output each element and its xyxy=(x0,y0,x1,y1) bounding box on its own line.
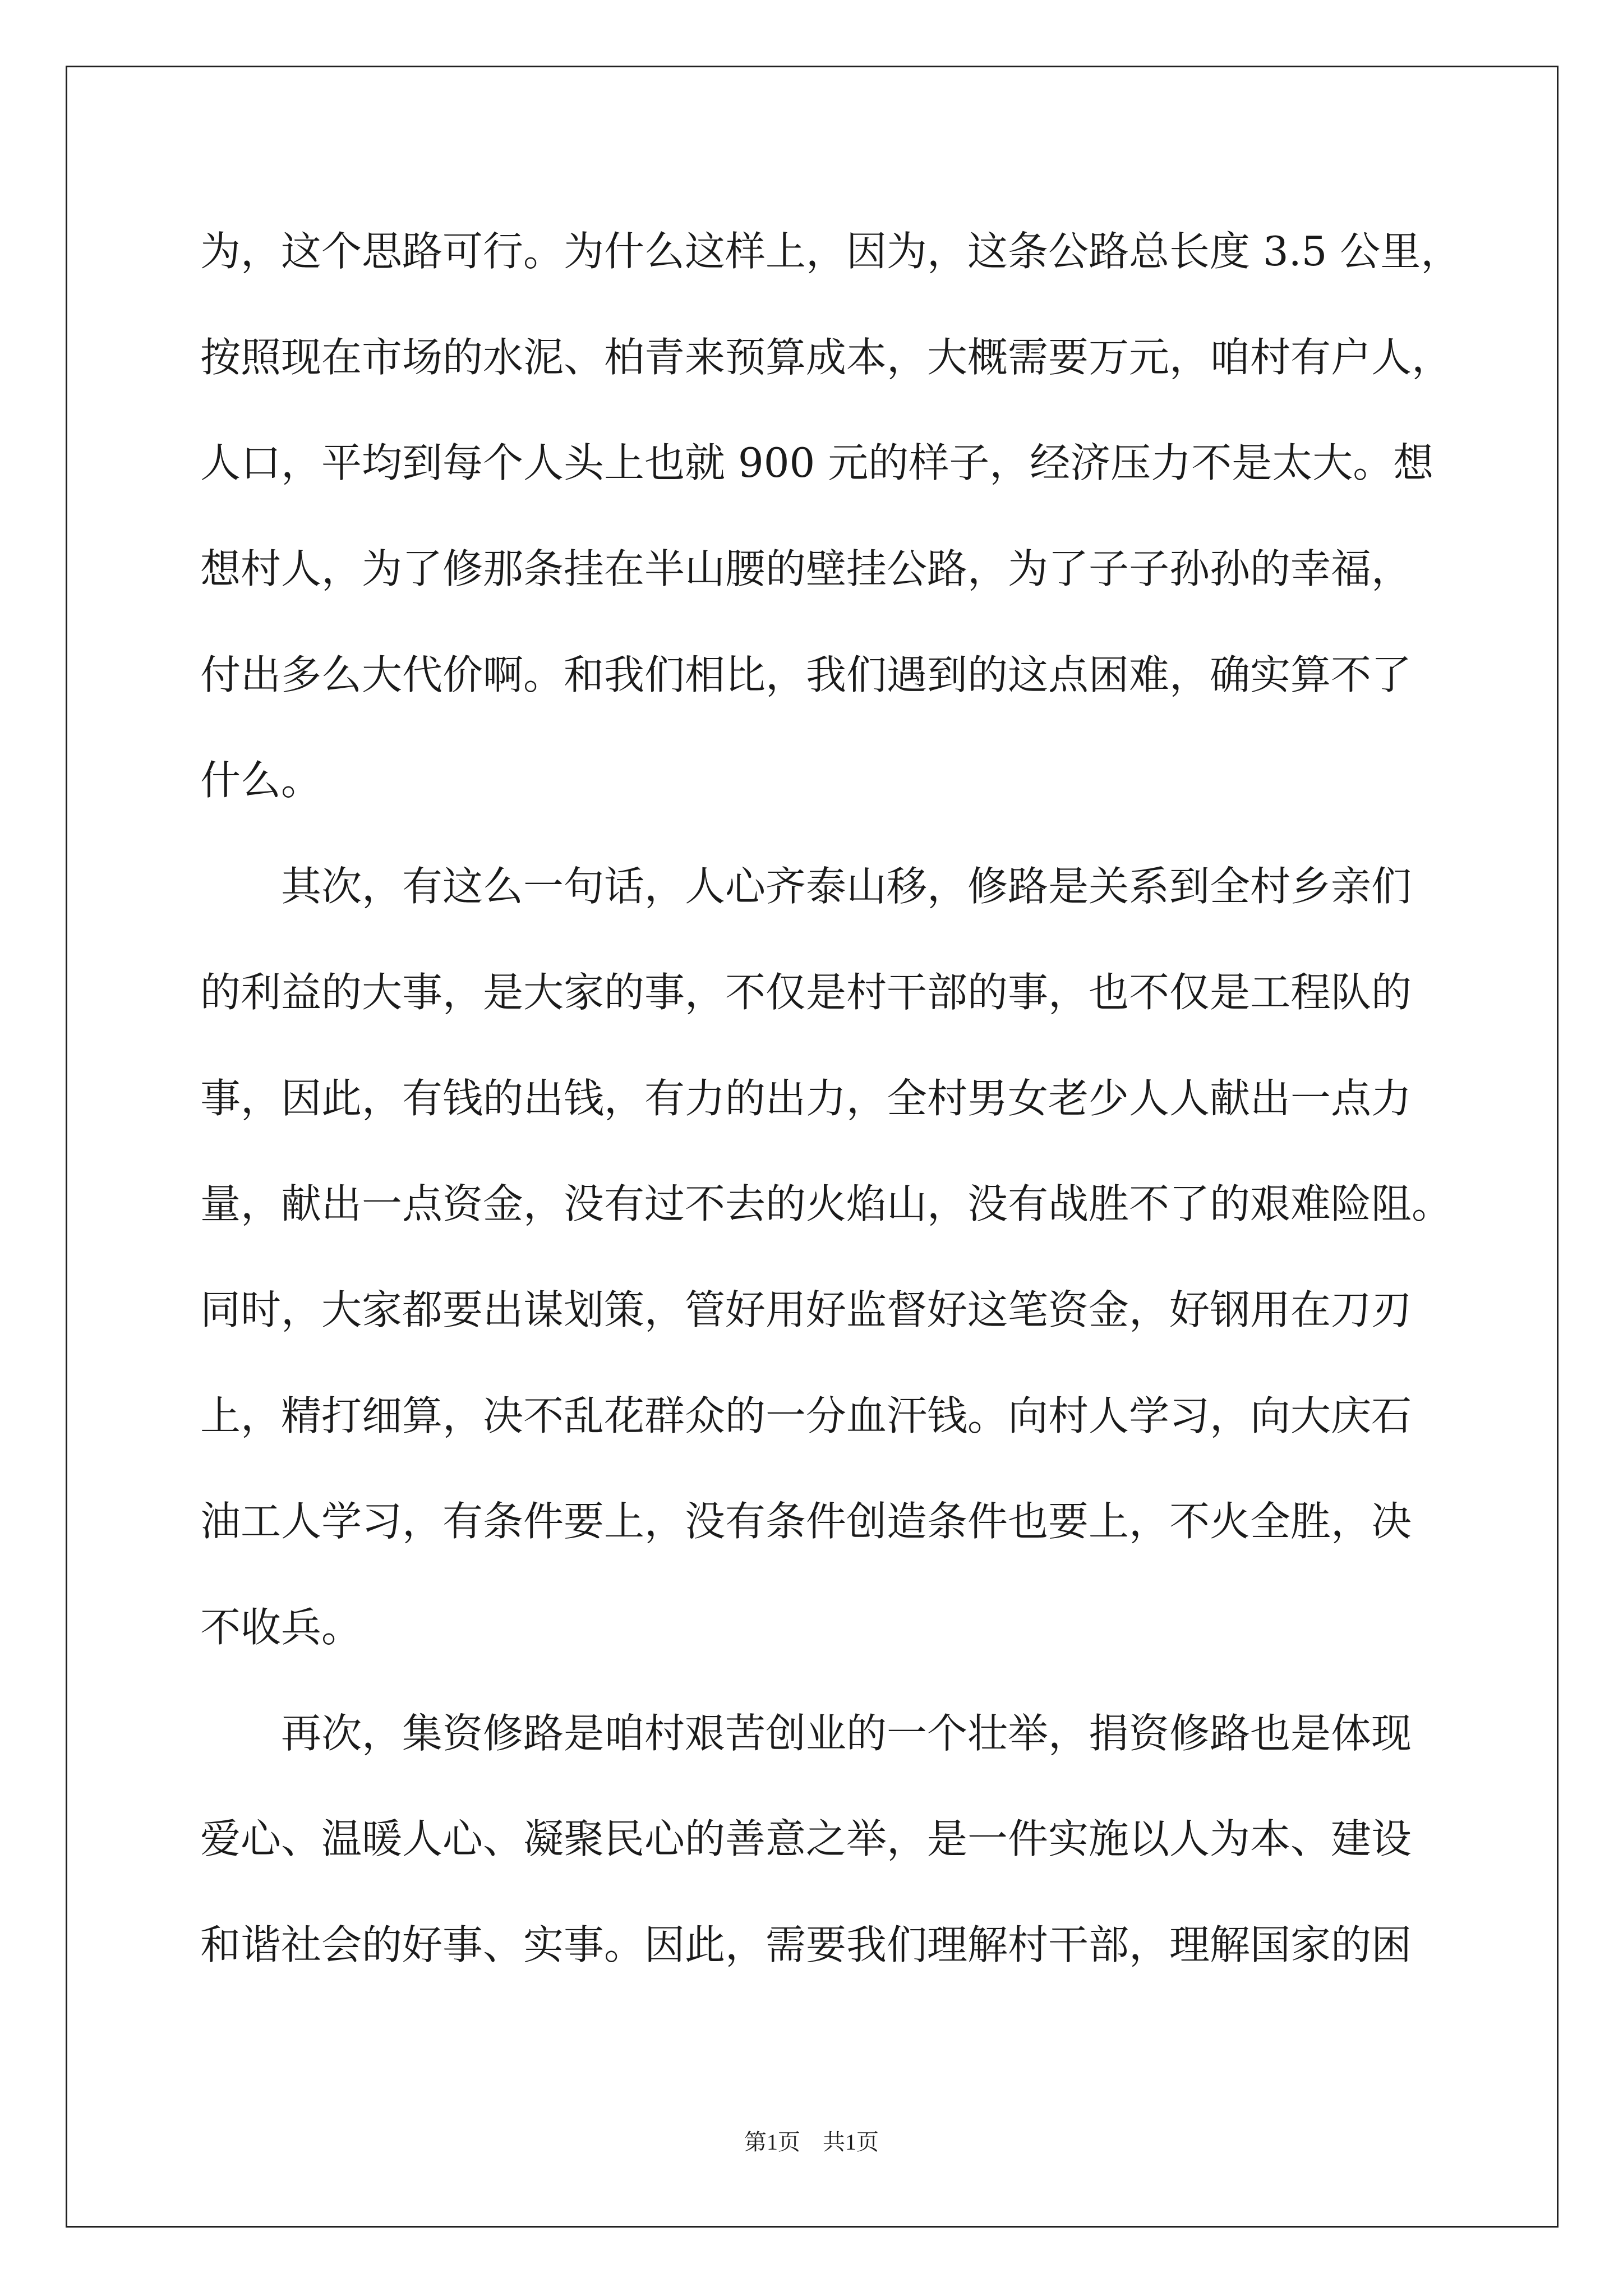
text-line: 爱心、温暖人心、凝聚民心的善意之举，是一件实施以人为本、建设 xyxy=(200,1815,1412,1863)
text-line: 和谐社会的好事、实事。因此，需要我们理解村干部，理解国家的困 xyxy=(200,1921,1412,1968)
text-line: 人口，平均到每个人头上也就 900 元的样子，经济压力不是太大。想 xyxy=(200,439,1434,487)
page-number: 第1页 xyxy=(744,2129,800,2155)
text-line: 想村人，为了修那条挂在半山腰的壁挂公路，为了子子孙孙的幸福， xyxy=(200,545,1412,593)
text-line: 按照现在市场的水泥、柏青来预算成本，大概需要万元，咱村有户人， xyxy=(200,333,1453,381)
text-line: 其次，有这么一句话，人心齐泰山移，修路是关系到全村乡亲们 xyxy=(281,863,1412,910)
text-line: 付出多么大代价啊。和我们相比，我们遇到的这点困难，确实算不了 xyxy=(200,651,1412,698)
text-line: 不收兵。 xyxy=(200,1603,362,1651)
page-total: 共1页 xyxy=(823,2129,879,2155)
text-line: 事，因此，有钱的出钱，有力的出力，全村男女老少人人献出一点力 xyxy=(200,1074,1412,1122)
paragraph-2 xyxy=(200,834,1490,1681)
text-line: 什么。 xyxy=(200,757,322,804)
text-line: 为，这个思路可行。为什么这样上，因为，这条公路总长度 3.5 公里， xyxy=(200,228,1461,275)
text-line: 油工人学习，有条件要上，没有条件创造条件也要上，不火全胜，决 xyxy=(200,1498,1412,1545)
document-body xyxy=(200,199,1490,1998)
text-line: 上，精打细算，决不乱花群众的一分血汗钱。向村人学习，向大庆石 xyxy=(200,1392,1412,1439)
page-footer xyxy=(0,2128,1623,2156)
text-line: 量，献出一点资金，没有过不去的火焰山，没有战胜不了的艰难险阻。 xyxy=(200,1180,1453,1228)
text-line: 的利益的大事，是大家的事，不仅是村干部的事，也不仅是工程队的 xyxy=(200,968,1412,1016)
paragraph-3 xyxy=(200,1681,1490,1998)
text-line: 同时，大家都要出谋划策，管好用好监督好这笔资金，好钢用在刀刃 xyxy=(200,1286,1412,1333)
paragraph-1 xyxy=(200,199,1490,834)
text-line: 再次，集资修路是咱村艰苦创业的一个壮举，捐资修路也是体现 xyxy=(281,1709,1412,1757)
